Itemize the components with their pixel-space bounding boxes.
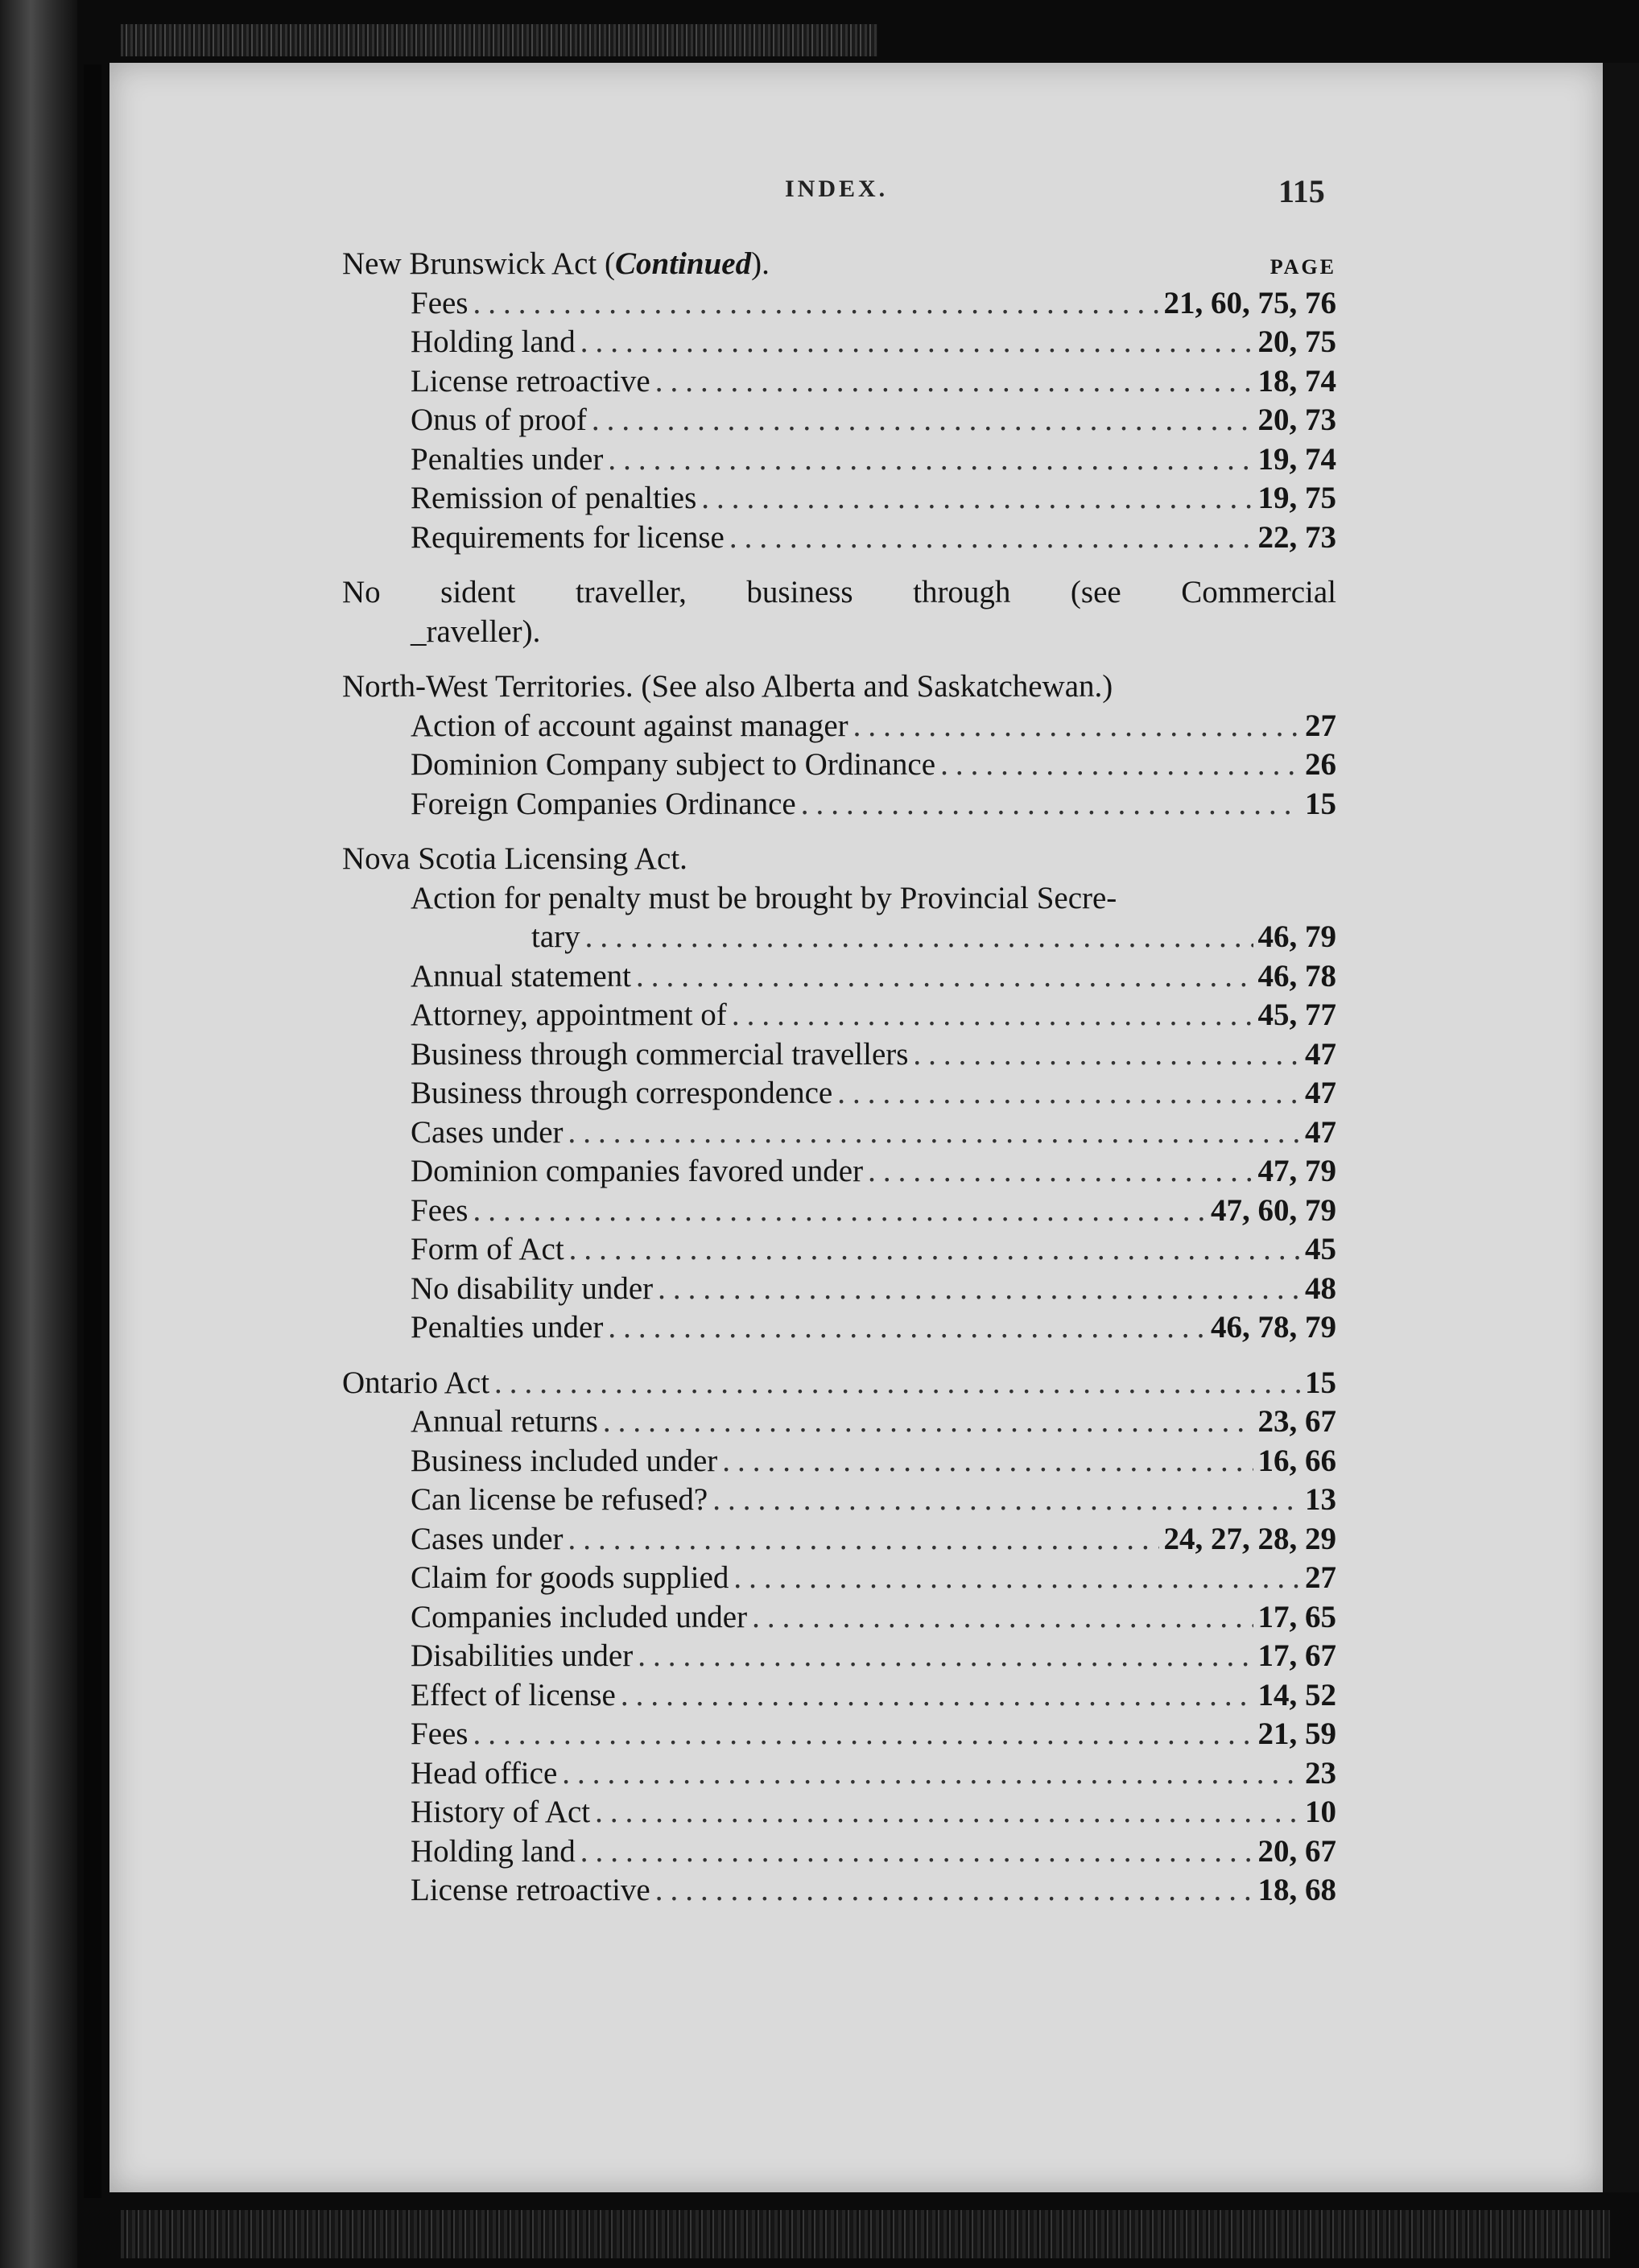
leader-dots <box>729 519 1253 556</box>
entry-label: Head office <box>411 1755 558 1791</box>
leader-dots <box>569 1231 1300 1267</box>
index-entry <box>342 519 1336 559</box>
entry-pages: 18, 74 <box>1257 363 1336 399</box>
entry-pages: 19, 75 <box>1257 481 1336 515</box>
entry-label: Cases under <box>411 1521 564 1556</box>
leader-dots <box>608 1309 1206 1345</box>
entry-pages: 47, 60, 79 <box>1211 1192 1336 1228</box>
entry-pages: 26 <box>1305 747 1336 782</box>
entry-pages: 22, 73 <box>1257 519 1336 555</box>
leader-dots <box>603 1403 1253 1440</box>
entry-pages: 48 <box>1305 1270 1336 1306</box>
leader-dots <box>701 480 1253 516</box>
index-entry <box>342 1075 1336 1114</box>
heading-text: New Brunswick Act (Continued). <box>342 246 770 281</box>
index-entry <box>342 1521 1336 1560</box>
index-entry <box>342 997 1336 1036</box>
leader-dots <box>913 1036 1300 1072</box>
entry-pages: 20, 67 <box>1257 1833 1336 1869</box>
leader-dots <box>608 441 1253 477</box>
entry-label: Cases under <box>411 1114 564 1150</box>
entry-label: Action for penalty must be brought by Provincial Secre- <box>411 880 1117 915</box>
north-west-items <box>342 708 1336 825</box>
entry-label: Attorney, appointment of <box>411 998 727 1032</box>
scan-left-margin <box>0 0 77 2268</box>
entry-label: Disabilities under <box>411 1638 634 1673</box>
entry-label: Business through correspondence <box>411 1076 833 1110</box>
entry-pages: 23 <box>1305 1755 1336 1791</box>
entry-pages: 13 <box>1305 1482 1336 1517</box>
entry-label: Fees <box>411 1716 469 1751</box>
entry-pages: 15 <box>1305 1365 1336 1400</box>
leader-dots <box>473 285 1159 321</box>
index-entry <box>342 1560 1336 1599</box>
entry-pages: 46, 78, 79 <box>1211 1310 1336 1345</box>
leader-dots <box>752 1599 1253 1635</box>
entry-label: Annual statement <box>411 958 632 994</box>
entry-pages: 16, 66 <box>1257 1443 1336 1478</box>
leader-dots <box>592 402 1253 438</box>
leader-dots <box>562 1755 1300 1791</box>
scan-top-edge <box>121 24 877 56</box>
entry-label: Action of account against manager <box>411 708 848 743</box>
heading-text: Ontario Act <box>342 1365 490 1400</box>
entry-non-resident <box>342 574 1336 613</box>
entry-label: Can license be refused? <box>411 1482 708 1517</box>
index-entry <box>342 746 1336 786</box>
new-brunswick-items <box>342 285 1336 559</box>
entry-label: License retroactive <box>411 1873 650 1907</box>
leader-dots <box>638 1638 1253 1674</box>
index-entry <box>342 402 1336 441</box>
entry-label: Fees <box>411 1192 469 1228</box>
leader-dots <box>580 324 1253 360</box>
entry-non-resident-cont <box>342 613 1336 653</box>
index-entry <box>342 1153 1336 1192</box>
entry-action-for-penalty <box>342 880 1336 919</box>
leader-dots <box>580 1833 1253 1869</box>
entry-pages: 15 <box>1305 786 1336 821</box>
leader-dots <box>636 958 1253 994</box>
entry-pages: 27 <box>1305 708 1336 743</box>
index-entry <box>342 786 1336 825</box>
index-entry <box>342 363 1336 403</box>
page-number: 115 <box>1278 173 1325 209</box>
entry-pages: 47 <box>1305 1076 1336 1110</box>
entry-label: Foreign Companies Ordinance <box>411 786 796 821</box>
index-entry <box>342 1270 1336 1310</box>
entry-pages: 47, 79 <box>1257 1154 1336 1188</box>
entry-label: Effect of license <box>411 1677 616 1712</box>
index-entry <box>342 1755 1336 1795</box>
index-entry <box>342 958 1336 998</box>
entry-label: Business included under <box>411 1443 718 1478</box>
section-heading-new-brunswick <box>342 246 1336 285</box>
entry-pages: 45, 77 <box>1257 998 1336 1032</box>
entry-label: Onus of proof <box>411 403 587 437</box>
leader-dots <box>837 1075 1300 1111</box>
leader-dots <box>801 786 1300 822</box>
index-entry <box>342 1309 1336 1349</box>
index-entry <box>342 1231 1336 1270</box>
index-entry <box>342 1599 1336 1638</box>
entry-label: Business through commercial travellers <box>411 1036 909 1072</box>
index-entry <box>342 1192 1336 1232</box>
leader-dots <box>473 1192 1207 1229</box>
leader-dots <box>585 919 1253 955</box>
entry-pages: 27 <box>1305 1560 1336 1595</box>
running-title: INDEX. <box>785 176 889 202</box>
entry-pages: 47 <box>1305 1036 1336 1072</box>
entry-label: Annual returns <box>411 1404 598 1439</box>
entry-pages: 10 <box>1305 1795 1336 1829</box>
entry-label: Form of Act <box>411 1232 564 1266</box>
scan-binding-shadow <box>84 64 101 2198</box>
section-heading-nova-scotia <box>342 841 1336 880</box>
entry-pages: 21, 60, 75, 76 <box>1163 285 1336 320</box>
entry-label: History of Act <box>411 1795 591 1829</box>
section-heading-ontario <box>342 1365 1336 1404</box>
entry-pages: 47 <box>1305 1114 1336 1150</box>
heading-text: North-West Territories. (See also Alberta and Saskatchewan.) <box>342 669 1113 704</box>
index-entry <box>342 1443 1336 1482</box>
leader-dots <box>868 1153 1253 1189</box>
entry-label: Holding land <box>411 1833 576 1869</box>
leader-dots <box>621 1677 1253 1713</box>
entry-label: Companies included under <box>411 1599 748 1634</box>
index-entry <box>342 1716 1336 1755</box>
index-entry <box>342 1403 1336 1443</box>
entry-label: No sident traveller, business through (see Commercial <box>342 575 1336 609</box>
entry-pages: 46, 78 <box>1257 958 1336 994</box>
leader-dots <box>494 1365 1300 1401</box>
entry-label: No disability under <box>411 1270 654 1306</box>
entry-pages: 21, 59 <box>1257 1716 1336 1751</box>
entry-pages: 20, 73 <box>1257 403 1336 437</box>
entry-label: Remission of penalties <box>411 481 697 515</box>
index-entry <box>342 1833 1336 1873</box>
entry-label: tary <box>531 919 580 954</box>
entry-label: _raveller). <box>411 613 541 649</box>
index-entry <box>342 324 1336 363</box>
entry-label: Dominion Company subject to Ordinance <box>411 747 936 782</box>
nova-scotia-items <box>342 958 1336 1349</box>
entry-label: Dominion companies favored under <box>411 1154 864 1188</box>
entry-pages: 46, 79 <box>1257 919 1336 954</box>
index-entry <box>342 1481 1336 1521</box>
index-entry <box>342 1677 1336 1716</box>
leader-dots <box>595 1794 1300 1830</box>
leader-dots <box>733 1560 1300 1596</box>
leader-dots <box>722 1443 1253 1479</box>
entry-label: Fees <box>411 285 469 320</box>
entry-label: Penalties under <box>411 1310 604 1345</box>
leader-dots <box>568 1521 1159 1557</box>
entry-pages: 20, 75 <box>1257 324 1336 359</box>
section-heading-north-west <box>342 668 1336 708</box>
index-entry <box>342 1114 1336 1154</box>
page-column-label: PAGE <box>1270 255 1336 279</box>
entry-pages: 17, 67 <box>1257 1638 1336 1673</box>
leader-dots <box>655 363 1253 399</box>
entry-pages: 14, 52 <box>1257 1677 1336 1712</box>
leader-dots <box>655 1872 1253 1908</box>
leader-dots <box>732 997 1253 1033</box>
index-entry <box>342 708 1336 747</box>
entry-action-for-penalty-cont <box>342 919 1336 958</box>
entry-pages: 17, 65 <box>1257 1599 1336 1634</box>
entry-pages: 18, 68 <box>1257 1873 1336 1907</box>
entry-label: Claim for goods supplied <box>411 1560 729 1595</box>
leader-dots <box>940 746 1300 783</box>
leader-dots <box>473 1716 1253 1752</box>
entry-label: Holding land <box>411 324 576 359</box>
index-entry <box>342 1794 1336 1833</box>
index-entry <box>342 441 1336 481</box>
heading-text: Nova Scotia Licensing Act. <box>342 841 687 876</box>
leader-dots <box>658 1270 1300 1307</box>
leader-dots <box>568 1114 1300 1151</box>
index-entry <box>342 1036 1336 1076</box>
entry-pages: 23, 67 <box>1257 1404 1336 1439</box>
index-entry <box>342 1872 1336 1911</box>
entry-label: Penalties under <box>411 441 604 477</box>
scan-right-margin <box>1603 63 1639 2192</box>
scan-bottom-edge <box>121 2210 1610 2258</box>
entry-pages: 24, 27, 28, 29 <box>1163 1521 1336 1556</box>
index-entry <box>342 480 1336 519</box>
ontario-items <box>342 1403 1336 1911</box>
index-entry <box>342 1638 1336 1677</box>
index-entries <box>342 246 1336 1911</box>
leader-dots <box>712 1481 1300 1518</box>
entry-pages: 45 <box>1305 1232 1336 1266</box>
entry-pages: 19, 74 <box>1257 441 1336 477</box>
entry-label: Requirements for license <box>411 519 725 555</box>
leader-dots <box>853 708 1300 744</box>
index-entry <box>342 285 1336 324</box>
entry-label: License retroactive <box>411 363 650 399</box>
